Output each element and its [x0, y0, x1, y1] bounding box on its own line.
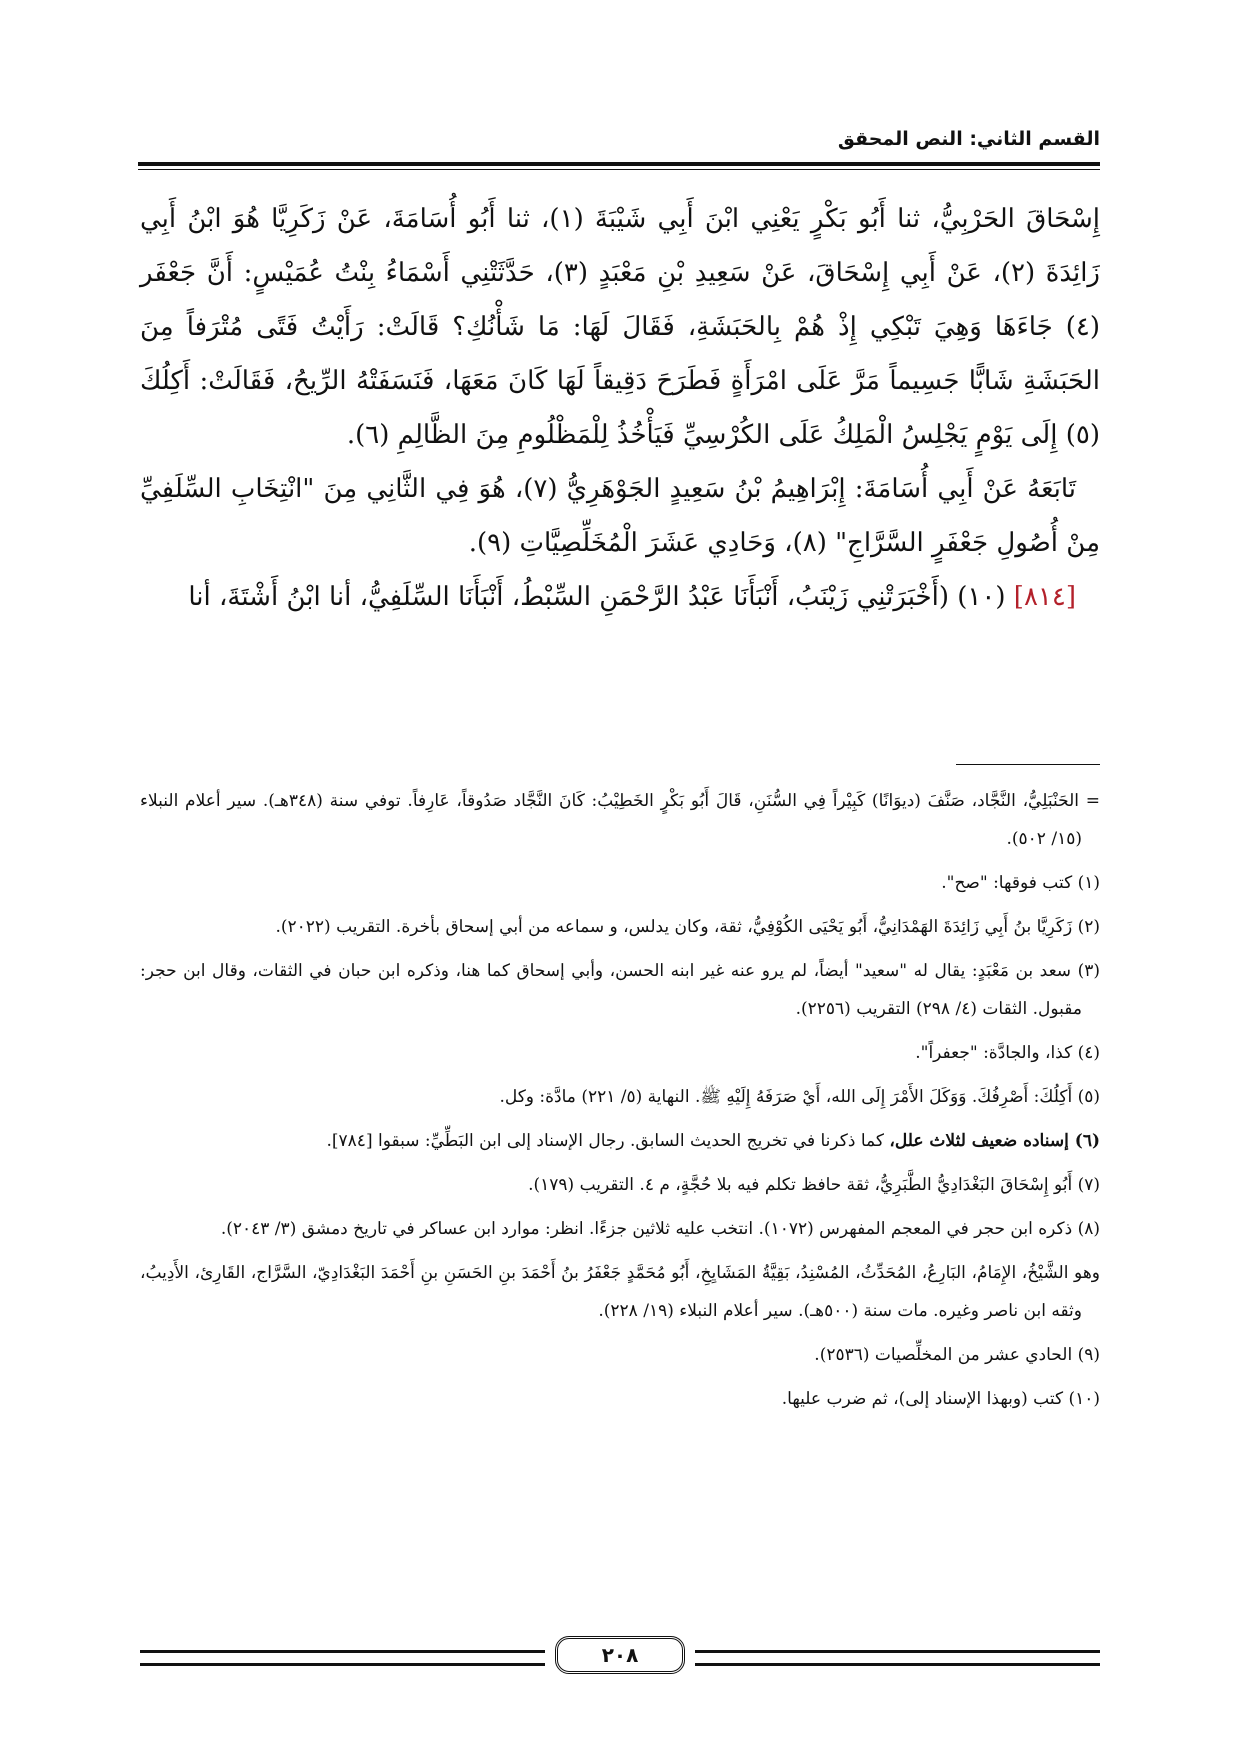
- footnote: (٧) أَبُو إِسْحَاقَ البَغْدَادِيُّ الطَّبَرِيُّ، ثقة حافظ تكلم فيه بلا حُجَّةٍ، م ٤. التقريب (١٧٩).: [528, 1175, 1100, 1195]
- footnote: (٩) الحادي عشر من المخلِّصيات (٢٥٣٦).: [814, 1345, 1100, 1365]
- footnote-divider: [956, 764, 1100, 765]
- header-rule: [138, 162, 1100, 166]
- paragraph: إِسْحَاقَ الحَرْبِيُّ، ثنا أَبُو بَكْرٍ يَعْنِي ابْنَ أَبِي شَيْبَةَ (١)، ثنا أَبُو أُسَامَةَ، عَنْ زَكَرِيَّا هُوَ ابْنُ أَبِي زَائِدَةَ (٢)، عَنْ أَبِي إِسْحَاقَ، عَنْ سَعِيدِ بْنِ مَعْبَدٍ (٣)، حَدَّثَتْنِي أَسْمَاءُ بِنْتُ عُمَيْسٍ: أَنَّ جَعْفَر (٤) جَاءَهَا وَهِيَ تَبْكِي إِذْ هُمْ بِالحَبَشَةِ، فَقَالَ لَهَا: مَا شَأْنُكِ؟ قَالَتْ: رَأَيْتُ فَتًى مُتْرَفاً مِنَ الحَبَشَةِ شَابًّا جَسِيماً مَرَّ عَلَى امْرَأَةٍ فَطَرَحَ دَقِيقاً لَهَا كَانَ مَعَهَا، فَنَسَفَتْهُ الرِّيحُ، فَقَالَتْ: أَكِلُكَ (٥) إِلَى يَوْمٍ يَجْلِسُ الْمَلِكُ عَلَى الكُرْسِيِّ فَيَأْخُذُ لِلْمَظْلُومِ مِنَ الظَّالِمِ (٦).: [140, 204, 1100, 450]
- footnote: (٢) زَكَرِيَّا بنُ أَبِي زَائِدَةَ الهَمْدَانِيُّ، أَبُو يَحْيَى الكُوْفِيُّ، ثقة، وكان يدلس، و سماعه من أبي إسحاق بأخرة. التقريب (٢٠٢٢).: [275, 917, 1100, 937]
- hadith-number: [٨١٤]: [1013, 582, 1076, 612]
- footnote: (٣) سعد بن مَعْبَدٍ: يقال له "سعيد" أيضاً، لم يرو عنه غير ابنه الحسن، وأبي إسحاق كما هنا، وذكره ابن حبان في الثقات، وقال ابن حجر: مقبول. الثقات (٤/ ٢٩٨) التقريب (٢٢٥٦).: [140, 961, 1100, 1019]
- footnote: (١) كتب فوقها: "صح".: [941, 873, 1100, 893]
- footnotes: [140, 782, 1100, 1424]
- page-footer: [140, 1636, 1100, 1676]
- footnote: (١٠) كتب (وبهذا الإسناد إلى)، ثم ضرب عليها.: [781, 1389, 1100, 1409]
- header-rule-thin: [138, 169, 1100, 170]
- footer-rule: [140, 1650, 545, 1666]
- page-number: ٢٠٨: [555, 1636, 685, 1674]
- paragraph: [140, 570, 1100, 624]
- footnote: [140, 1122, 1100, 1160]
- footnote-bold: (٦) إسناده ضعيف لثلاث علل،: [889, 1131, 1100, 1151]
- paragraph: تَابَعَهُ عَنْ أَبِي أُسَامَةَ: إِبْرَاهِيمُ بْنُ سَعِيدٍ الجَوْهَرِيُّ (٧)، هُوَ فِي الثَّانِي مِنَ "انْتِخَابِ السِّلَفِيِّ مِنْ أُصُولِ جَعْفَرٍ السَّرَّاجِ" (٨)، وَحَادِي عَشَرَ الْمُخَلِّصِيَّاتِ (٩).: [140, 474, 1100, 558]
- footnote: (٤) كذا، والجادَّة: "جعفراً".: [915, 1043, 1100, 1063]
- footer-rule: [695, 1650, 1100, 1666]
- footnote: (٨) ذكره ابن حجر في المعجم المفهرس (١٠٧٢). انتخب عليه ثلاثين جزءًا. انظر: موارد ابن عساكر في تاريخ دمشق (٣/ ٢٠٤٣).: [220, 1219, 1100, 1239]
- main-text: [140, 192, 1100, 624]
- paragraph-text: (١٠) (أَخْبَرَتْنِي زَيْنَبُ، أَنْبَأَنَا عَبْدُ الرَّحْمَنِ السِّبْطُ، أَنْبَأَنَا السِّلَفِيُّ، أنا ابْنُ أَشْتَةَ، أنا: [188, 582, 1014, 612]
- footnote: (٥) أَكِلُكَ: أَصْرِفُكَ. وَوَكَلَ الأَمْرَ إِلَى الله، أَيْ صَرَفَهُ إِلَيْهِ ﷺ. النهاية (٥/ ٢٢١) مادَّة: وكل.: [499, 1087, 1100, 1107]
- footnote: وهو الشَّيْخُ، الإِمَامُ، البَارِعُ، المُحَدِّثُ، المُسْنِدُ، بَقِيَّةُ المَشَايِخِ، أَبُو مُحَمَّدٍ جَعْفَرُ بنُ أَحْمَدَ بنِ الحَسَنِ بنِ أَحْمَدَ البَغْدَادِيّ، السَّرَّاج، القَارِئ، الأَدِيبُ، وثقه ابن ناصر وغيره. مات سنة (٥٠٠هـ). سير أعلام النبلاء (١٩/ ٢٢٨).: [140, 1263, 1100, 1321]
- footnote-text: كما ذكرنا في تخريج الحديث السابق. رجال الإسناد إلى ابن البَطِّيِّ: سبقوا [٧٨٤].: [326, 1131, 890, 1151]
- footnote: = الحَنْبَلِيُّ، النَّجَّاد، صَنَّفَ (ديوَانًا) كَبِيْراً فِي السُّنَنِ، قَالَ أَبُو بَكْرٍ الخَطِيْبُ: كَانَ النَّجَّاد صَدُوقاً، عَارِفاً. توفي سنة (٣٤٨هـ). سير أعلام النبلاء (١٥/ ٥٠٢).: [140, 791, 1100, 849]
- running-header: القسم الثاني: النص المحقق: [837, 128, 1100, 150]
